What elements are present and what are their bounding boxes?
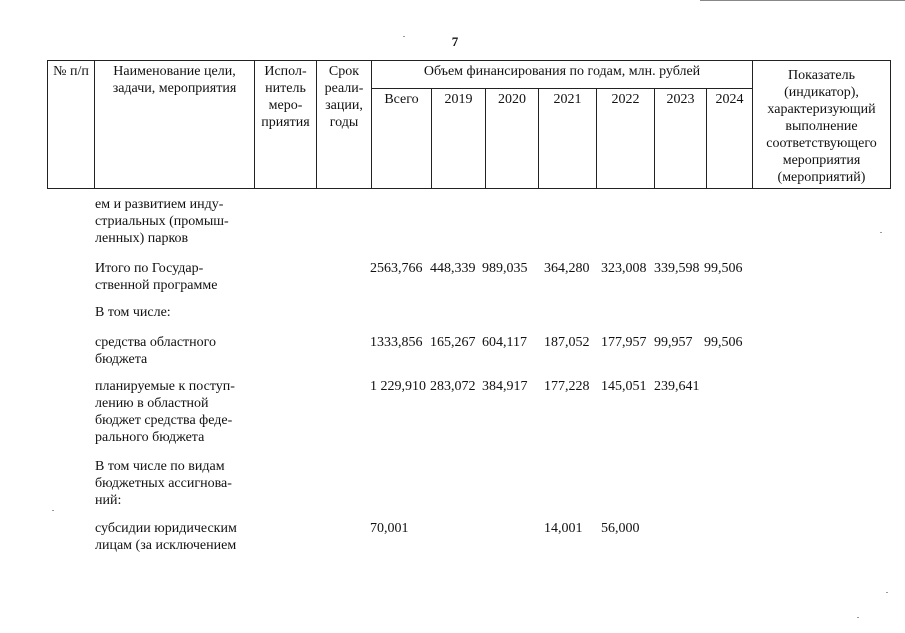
row-label-line: ем и развитием инду-: [95, 197, 224, 212]
row-value-year: 364,280: [544, 261, 590, 276]
header-indicator: Показатель (индикатор), характеризующий выполнение соответствующего мероприятия (мероприятий): [753, 61, 891, 189]
scan-speck: [52, 510, 54, 511]
row-label-line: В том числе по видам: [95, 459, 225, 474]
row-value-year: 989,035: [482, 261, 528, 276]
row-value-year: 99,957: [654, 335, 693, 350]
row-label-line: ленных) парков: [95, 231, 189, 246]
row-value-year: 339,598: [654, 261, 700, 276]
row-label: [95, 260, 248, 294]
header-year-2024: 2024: [707, 89, 753, 189]
header-funding: Объем финансирования по годам, млн. рублей: [372, 61, 753, 89]
row-label-line: рального бюджета: [95, 430, 205, 445]
scan-speck: [857, 617, 859, 618]
row-label-line: бюджета: [95, 352, 148, 367]
row-value-year: 187,052: [544, 335, 590, 350]
row-label-line: субсидии юридическим: [95, 521, 237, 536]
scan-speck: [880, 232, 882, 233]
row-label-line: ний:: [95, 493, 122, 508]
row-label: [95, 378, 248, 446]
header-year-2023: 2023: [655, 89, 707, 189]
row-label: [95, 196, 248, 247]
row-label: [95, 458, 248, 509]
header-total: Всего: [372, 89, 432, 189]
row-value-year: 177,957: [601, 335, 647, 350]
row-value-year: 448,339: [430, 261, 476, 276]
row-label-line: бюджет средства феде-: [95, 413, 233, 428]
scan-speck: [403, 36, 405, 37]
row-label-line: средства областного: [95, 335, 217, 350]
row-label: [95, 304, 248, 321]
row-label-line: лицам (за исключением: [95, 538, 237, 553]
row-value-year: 99,506: [704, 261, 743, 276]
row-value-year: 99,506: [704, 335, 743, 350]
header-year-2019: 2019: [432, 89, 486, 189]
row-value-year: 14,001: [544, 521, 583, 536]
header-year-2021: 2021: [539, 89, 597, 189]
row-label-line: ственной программе: [95, 278, 218, 293]
row-label: [95, 334, 248, 368]
row-value-year: 145,051: [601, 379, 647, 394]
header-term: Срок реали-зации, годы: [317, 61, 372, 189]
row-value-year: 384,917: [482, 379, 528, 394]
row-label-line: Итого по Государ-: [95, 261, 204, 276]
header-name: Наименование цели, задачи, мероприятия: [95, 61, 255, 189]
row-value-year: 323,008: [601, 261, 647, 276]
row-value-year: 283,072: [430, 379, 476, 394]
header-year-2020: 2020: [486, 89, 539, 189]
row-value-year: 165,267: [430, 335, 476, 350]
row-label-line: бюджетных ассигнова-: [95, 476, 232, 491]
row-value-total: 70,001: [370, 521, 409, 536]
row-value-year: 56,000: [601, 521, 640, 536]
row-value-year: 604,117: [482, 335, 527, 350]
row-value-year: 177,228: [544, 379, 590, 394]
header-year-2022: 2022: [597, 89, 655, 189]
row-value-total: 1333,856: [370, 335, 423, 350]
row-value-year: 239,641: [654, 379, 700, 394]
row-label-line: планируемые к поступ-: [95, 379, 235, 394]
page-number: 7: [451, 34, 459, 49]
header-executor: Испол-нитель меро-приятия: [255, 61, 317, 189]
row-label-line: лению в областной: [95, 396, 209, 411]
row-label-line: В том числе:: [95, 305, 171, 320]
row-label: [95, 520, 248, 554]
row-label-line: стриальных (промыш-: [95, 214, 229, 229]
scan-speck: [886, 592, 888, 593]
row-value-total: 2563,766: [370, 261, 423, 276]
row-value-total: 1 229,910: [370, 379, 426, 394]
header-num: № п/п: [48, 61, 95, 189]
